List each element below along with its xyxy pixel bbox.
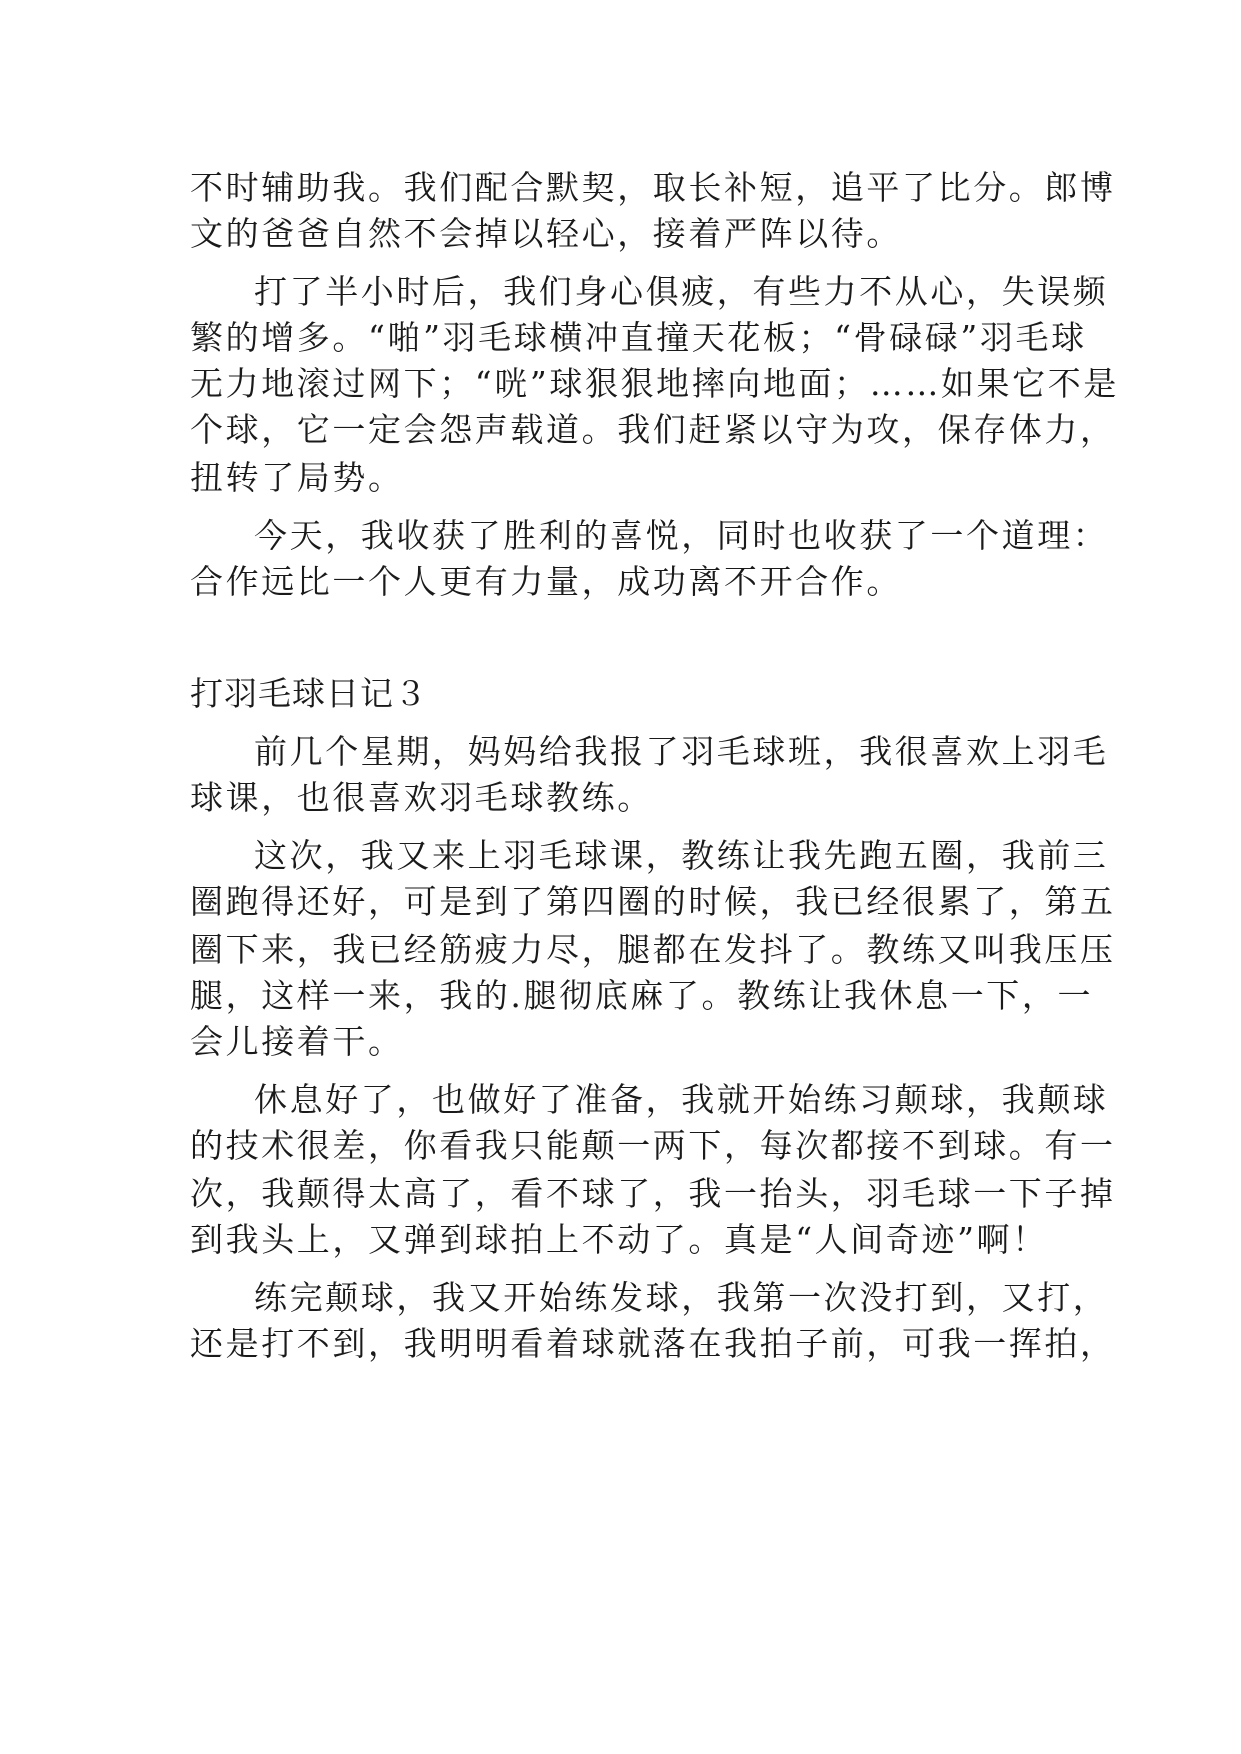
paragraph-first-line: 前几个星期，妈妈给我报了羽毛球班，我很喜欢上羽毛 [254, 732, 1109, 771]
text-line: 还是打不到，我明明看着球就落在我拍子前，可我一挥拍， [190, 1324, 1116, 1363]
text-line: 圈下来，我已经筋疲力尽，腿都在发抖了。教练又叫我压压 [190, 930, 1116, 969]
paragraph-first-line: 这次，我又来上羽毛球课，教练让我先跑五圈，我前三 [254, 836, 1109, 875]
section-heading: 打羽毛球日记３ [190, 674, 428, 713]
text-line: 不时辅助我。我们配合默契，取长补短，追平了比分。郎博 [190, 168, 1116, 207]
paragraph-first-line: 休息好了，也做好了准备，我就开始练习颠球，我颠球 [254, 1080, 1109, 1119]
text-line: 球课，也很喜欢羽毛球教练。 [190, 778, 653, 817]
text-line: 次，我颠得太高了，看不球了，我一抬头，羽毛球一下子掉 [190, 1174, 1116, 1213]
paragraph-first-line: 练完颠球，我又开始练发球，我第一次没打到，又打， [254, 1278, 1109, 1317]
text-line: 个球，它一定会怨声载道。我们赶紧以守为攻，保存体力， [190, 410, 1116, 449]
text-line: 腿，这样一来，我的.腿彻底麻了。教练让我休息一下，一 [190, 976, 1094, 1015]
text-line: 圈跑得还好，可是到了第四圈的时候，我已经很累了，第五 [190, 882, 1116, 921]
text-line: 扭转了局势。 [190, 458, 404, 497]
text-line: 的技术很差，你看我只能颠一两下，每次都接不到球。有一 [190, 1126, 1116, 1165]
text-line: 合作远比一个人更有力量，成功离不开合作。 [190, 562, 902, 601]
text-line: 到我头上，又弹到球拍上不动了。真是“人间奇迹”啊！ [190, 1220, 1048, 1259]
text-line: 无力地滚过网下；“咣”球狠狠地摔向地面；……如果它不是 [190, 364, 1119, 403]
text-line: 会儿接着干。 [190, 1022, 404, 1061]
text-line: 繁的增多。“啪”羽毛球横冲直撞天花板；“骨碌碌”羽毛球 [190, 318, 1087, 357]
text-line: 文的爸爸自然不会掉以轻心，接着严阵以待。 [190, 214, 902, 253]
paragraph-first-line: 今天，我收获了胜利的喜悦，同时也收获了一个道理： [254, 516, 1109, 555]
paragraph-first-line: 打了半小时后，我们身心俱疲，有些力不从心，失误频 [254, 272, 1109, 311]
